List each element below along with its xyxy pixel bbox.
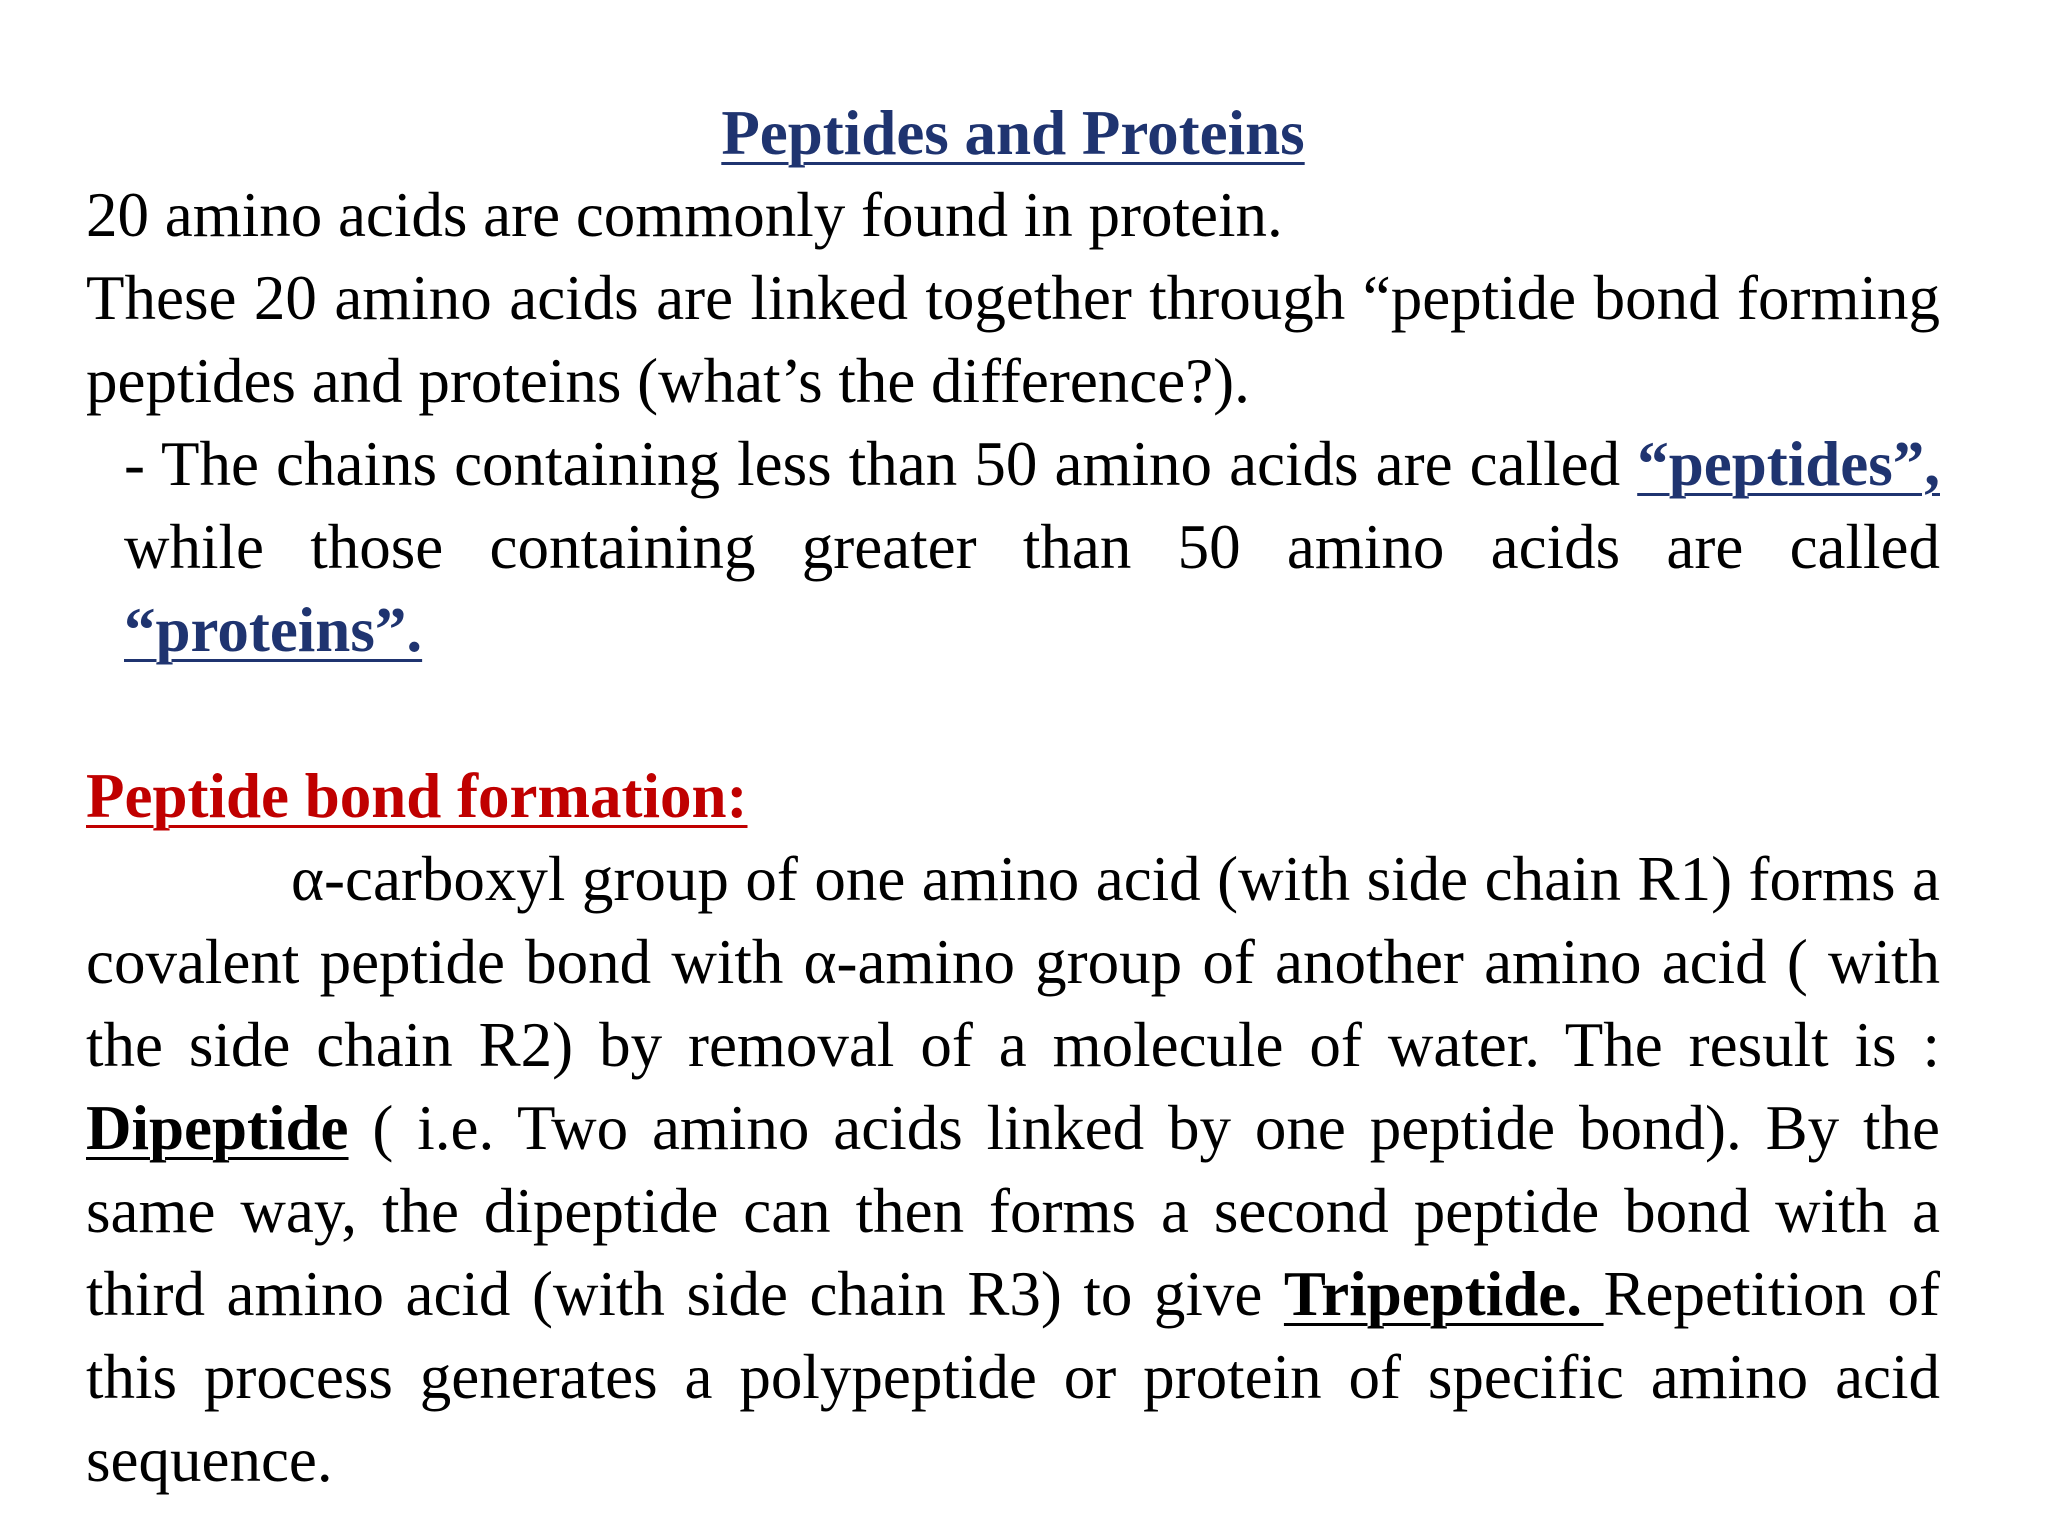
formation-part-1: α-carboxyl group of one amino acid (with side chain R1) forms a covalent peptide bond with α-amino group of another amino acid ( with the side chain R2) by removal of a molecule of water. The result is : [86,844,1940,1080]
term-dipeptide: Dipeptide [86,1093,349,1163]
intro-line-1: 20 amino acids are commonly found in protein. [86,180,1283,250]
intro-line-2: These 20 amino acids are linked together through “peptide bond forming peptides and proteins (what’s the difference?). [86,263,1940,416]
spacer [86,672,1940,755]
formation-paragraph [86,838,1940,1502]
definition-part-1: - The chains containing less than 50 amino acids are called [124,429,1621,499]
page-title [86,92,1940,174]
definition-part-2: while those containing greater than 50 amino acids are called [124,512,1940,582]
section-heading: Peptide bond formation: [86,761,748,831]
term-tripeptide: Tripeptide. [1283,1259,1604,1329]
term-peptides: “peptides”, [1637,429,1940,499]
term-proteins: “proteins”. [124,595,423,665]
slide-content [86,92,1940,1502]
page-title-text: Peptides and Proteins [721,98,1305,168]
formation-part-3: Repetition of this process generates a polypeptide or protein of specific amino acid sequence. [86,1259,1940,1495]
definition-paragraph [86,423,1940,672]
formation-part-2: ( i.e. Two amino acids linked by one peptide bond). By the same way, the dipeptide can then forms a second peptide bond with a third amino acid (with side chain R3) to give [86,1093,1940,1329]
